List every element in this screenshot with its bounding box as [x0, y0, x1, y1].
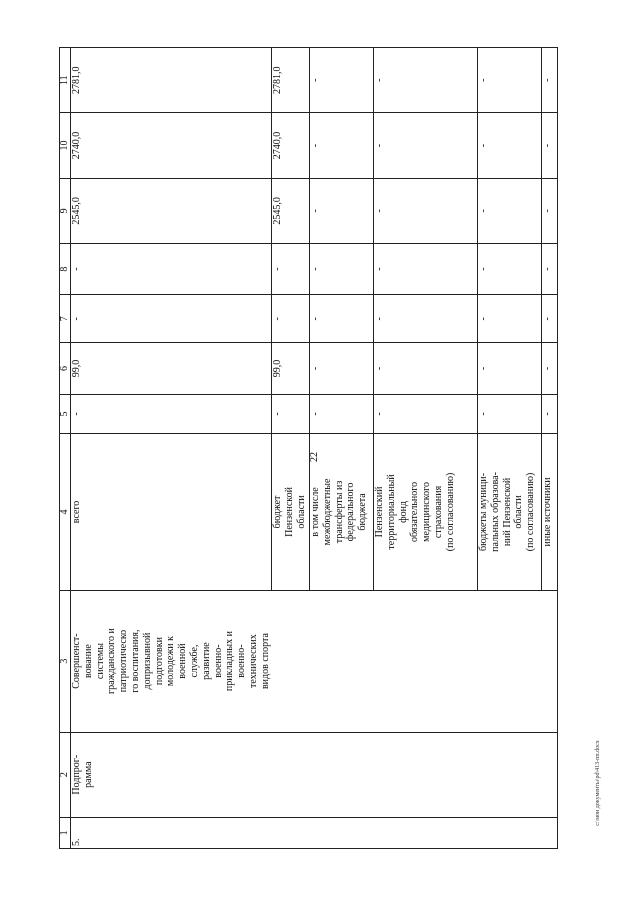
value-v11: -	[374, 48, 478, 113]
table-row	[310, 48, 374, 849]
table-row	[542, 48, 558, 849]
row-type	[542, 732, 558, 817]
col-header-10: 10	[60, 113, 71, 178]
row-title	[272, 590, 310, 732]
col-header-1: 1	[60, 817, 71, 848]
page-number: 22	[309, 452, 320, 462]
value-v10: 2740,0	[272, 113, 310, 178]
value-v11: -	[478, 48, 542, 113]
funding-source: в том числе межбюджетные трансферты из федерального бюджета	[310, 434, 374, 590]
funding-source: бюджеты муници- пальных образова- ний Пензенской области (по согласованию)	[478, 434, 542, 590]
col-header-8: 8	[60, 244, 71, 295]
value-v6: -	[374, 343, 478, 394]
value-v5: -	[310, 394, 374, 434]
value-v5: -	[272, 394, 310, 434]
value-v6: -	[310, 343, 374, 394]
value-v9: 2545,0	[71, 178, 272, 243]
row-number	[542, 817, 558, 848]
value-v7: -	[374, 295, 478, 343]
row-type	[310, 732, 374, 817]
value-v5: -	[478, 394, 542, 434]
col-header-6: 6	[60, 343, 71, 394]
row-type	[374, 732, 478, 817]
row-number	[272, 817, 310, 848]
value-v7: -	[71, 295, 272, 343]
row-type	[272, 732, 310, 817]
budget-table-container	[59, 47, 554, 849]
row-title	[374, 590, 478, 732]
value-v7: -	[542, 295, 558, 343]
value-v11: 2781,0	[272, 48, 310, 113]
value-v11: -	[310, 48, 374, 113]
col-header-4: 4	[60, 434, 71, 590]
row-title	[478, 590, 542, 732]
value-v9: 2545,0	[272, 178, 310, 243]
value-v6: -	[478, 343, 542, 394]
value-v7: -	[478, 295, 542, 343]
value-v8: -	[478, 244, 542, 295]
value-v11: 2781,0	[71, 48, 272, 113]
table-row	[478, 48, 542, 849]
value-v7: -	[310, 295, 374, 343]
row-number	[374, 817, 478, 848]
budget-table	[59, 47, 558, 849]
col-header-3: 3	[60, 590, 71, 732]
value-v6: 99,0	[272, 343, 310, 394]
table-row	[71, 48, 272, 849]
value-v5: -	[71, 394, 272, 434]
value-v9: -	[542, 178, 558, 243]
table-row	[374, 48, 478, 849]
value-v5: -	[374, 394, 478, 434]
row-number	[478, 817, 542, 848]
row-title: Совершенст- вование системы гражданского и патриотическо го воспитания, допризывной подготовки молодежи к военной службе, развитие военно- прикладных и военно- технических видов спорта	[71, 590, 272, 732]
value-v10: 2740,0	[71, 113, 272, 178]
table-row	[272, 48, 310, 849]
col-header-9: 9	[60, 178, 71, 243]
funding-source: иные источники	[542, 434, 558, 590]
header-row	[60, 48, 71, 849]
table-body	[71, 48, 558, 849]
funding-source: всего	[71, 434, 272, 590]
row-type	[478, 732, 542, 817]
value-v10: -	[542, 113, 558, 178]
col-header-7: 7	[60, 295, 71, 343]
row-title	[310, 590, 374, 732]
col-header-11: 11	[60, 48, 71, 113]
col-header-5: 5	[60, 394, 71, 434]
col-header-2: 2	[60, 732, 71, 817]
value-v6: 99,0	[71, 343, 272, 394]
value-v6: -	[542, 343, 558, 394]
value-v9: -	[478, 178, 542, 243]
value-v8: -	[310, 244, 374, 295]
value-v9: -	[310, 178, 374, 243]
value-v7: -	[272, 295, 310, 343]
value-v8: -	[71, 244, 272, 295]
row-number	[310, 817, 374, 848]
row-number: 5.	[71, 817, 272, 848]
value-v10: -	[374, 113, 478, 178]
row-type: Подпрог- рамма	[71, 732, 272, 817]
value-v8: -	[542, 244, 558, 295]
value-v10: -	[478, 113, 542, 178]
value-v11: -	[542, 48, 558, 113]
value-v9: -	[374, 178, 478, 243]
value-v8: -	[374, 244, 478, 295]
rotated-table	[59, 47, 554, 849]
value-v5: -	[542, 394, 558, 434]
value-v8: -	[272, 244, 310, 295]
row-title	[542, 590, 558, 732]
value-v10: -	[310, 113, 374, 178]
funding-source: бюджет Пензенской области	[272, 434, 310, 590]
footer-file-path-text: c:\мои документы\pd\413-пп.docx	[595, 740, 601, 826]
funding-source: Пензенский территориальный фонд обязательного медицинского страхования (по согласованию)	[374, 434, 478, 590]
